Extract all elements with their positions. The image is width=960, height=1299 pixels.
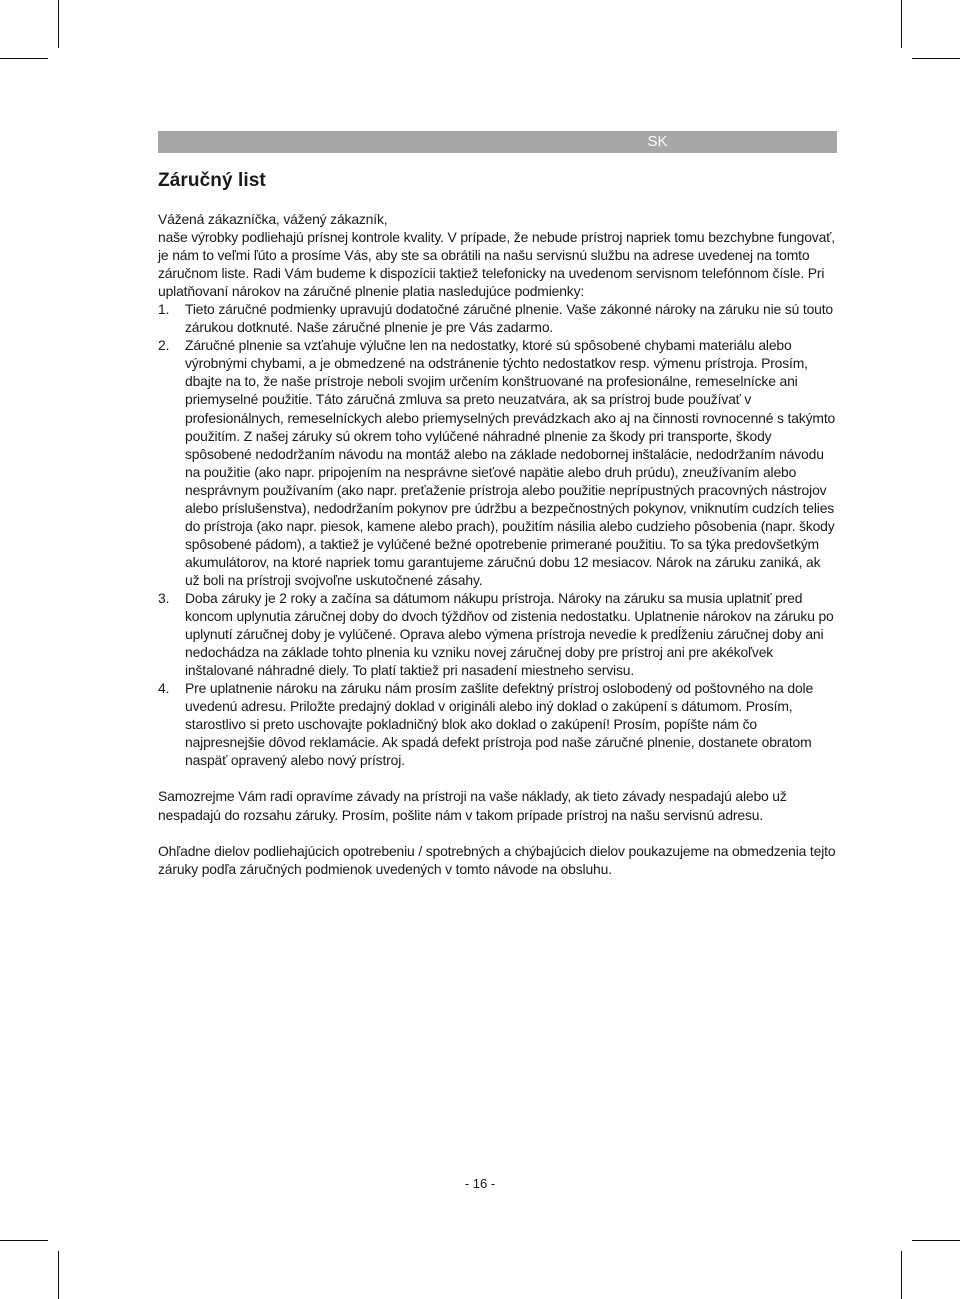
page-number: - 16 - bbox=[464, 1176, 496, 1191]
closing-paragraph: Ohľadne dielov podliehajúcich opotrebeniu / spotrebných a chýbajúcich dielov poukazujeme na obmedzenia tejto záruky podľa záručných podmienok uvedených v tomto návode na obsluhu. bbox=[158, 842, 836, 877]
greeting: Vážená zákazníčka, vážený zákazník, bbox=[158, 211, 388, 227]
item-text: Tieto záručné podmienky upravujú dodatočné záručné plnenie. Vaše zákonné nároky na záruku nie sú touto zárukou dotknuté. Naše záručné plnenie je pre Vás zadarmo. bbox=[185, 301, 834, 336]
crop-mark bbox=[0, 1240, 48, 1241]
crop-mark bbox=[58, 0, 59, 48]
page-title: Záručný list bbox=[158, 170, 266, 191]
item-number: 2. bbox=[158, 337, 170, 354]
intro-paragraph: naše výrobky podliehajú prísnej kontrole kvality. V prípade, že nebude prístroj napriek tomu bezchybne fungovať, je nám to veľmi ľúto a prosíme Vás, aby ste sa obrátili na našu servisnú službu na adrese uvedenej na tomto záručnom liste. Radi Vám budeme k dispozícii taktiež telefonicky na uvedenom servisnom telefónnom čísle. Pri uplatňovaní nárokov na záručné plnenie platia nasledujúce podmienky: bbox=[158, 229, 835, 300]
crop-mark bbox=[912, 1240, 960, 1241]
item-number: 3. bbox=[158, 589, 170, 606]
item-number: 4. bbox=[158, 680, 170, 697]
list-item bbox=[158, 300, 838, 336]
list-item bbox=[158, 679, 838, 769]
conditions-list bbox=[158, 300, 838, 769]
crop-mark bbox=[58, 1251, 59, 1299]
warranty-text bbox=[158, 210, 838, 878]
list-item bbox=[158, 589, 838, 679]
language-code: SK bbox=[647, 133, 668, 150]
crop-mark bbox=[901, 0, 902, 48]
language-header-bar bbox=[158, 131, 837, 153]
item-number: 1. bbox=[158, 301, 170, 318]
crop-mark bbox=[912, 58, 960, 59]
list-item bbox=[158, 336, 838, 589]
closing-paragraph: Samozrejme Vám radi opravíme závady na prístroji na vaše náklady, ak tieto závady nespadajú alebo už nespadajú do rozsahu záruky. Prosím, pošlite nám v takom prípade prístroj na našu servisnú adresu. bbox=[158, 788, 787, 823]
item-text: Pre uplatnenie nároku na záruku nám prosím zašlite defektný prístroj oslobodený od poštovného na dole uvedenú adresu. Priložte predajný doklad v origináli alebo iný doklad o zakúpení s dátumom. Prosím, starostlivo si preto uschovajte pokladničný blok ako doklad o zakúpení! Prosím, popíšte nám čo najpresnejšie dôvod reklamácie. Ak spadá defekt prístroja pod naše záručné plnenie, dostanete obratom naspäť opravený alebo nový prístroj. bbox=[185, 680, 814, 769]
crop-mark bbox=[901, 1251, 902, 1299]
item-text: Záručné plnenie sa vzťahuje výlučne len na nedostatky, ktoré sú spôsobené chybami materiálu alebo výrobnými chybami, a je obmedzené na odstránenie týchto nedostatkov resp. výmenu prístroja. Prosím, dbajte na to, že naše prístroje neboli svojim určením konštruované na profesionálne, remeselnícke ani priemyselné použitie. Táto záručná zmluva sa preto neuzatvára, ak sa prístroj bude používať v profesionálnych, remeselníckych alebo priemyselných prevádzkach ako aj na činnosti rovnocenné s takýmto použitím. Z našej záruky sú okrem toho vylúčené náhradné plnenie za škody pri transporte, škody spôsobené nedodržaním návodu na montáž alebo na základe nedobornej inštalácie, nedodržaním návodu na použitie (ako napr. pripojením na nesprávne sieťové napätie alebo druh prúdu), zneužívaním alebo nesprávnym používaním (ako napr. preťaženie prístroja alebo použitie neprípustných pracovných nástrojov alebo príslušenstva), nedodržaním pokynov pre údržbu a bezpečnostných pokynov, vniknutím cudzích telies do prístroja (ako napr. piesok, kamene alebo prach), použitím násilia alebo cudzieho pôsobenia (napr. škody spôsobené pádom), a taktiež je vylúčené bežné opotrebenie primerané použitiu. To sa týka predovšetkým akumulátorov, na ktoré napriek tomu garantujeme záručnú dobu 12 mesiacov. Nárok na záruku zaniká, ak už boli na prístroji svojvoľne uskutočnené zásahy. bbox=[185, 337, 836, 588]
crop-mark bbox=[0, 58, 48, 59]
item-text: Doba záruky je 2 roky a začína sa dátumom nákupu prístroja. Nároky na záruku sa musia uplatniť pred koncom uplynutia záručnej doby do dvoch týždňov od zistenia nedostatku. Uplatnenie nárokov na záruku po uplynutí záručnej doby je vylúčené. Oprava alebo výmena prístroja nevedie k predĺženiu záručnej doby ani nedochádza na základe tohto plnenia ku vzniku novej záručnej doby pre prístroj ani pre akékoľvek inštalované náhradné diely. To platí taktiež pri nasadení miestneho servisu. bbox=[185, 589, 834, 679]
